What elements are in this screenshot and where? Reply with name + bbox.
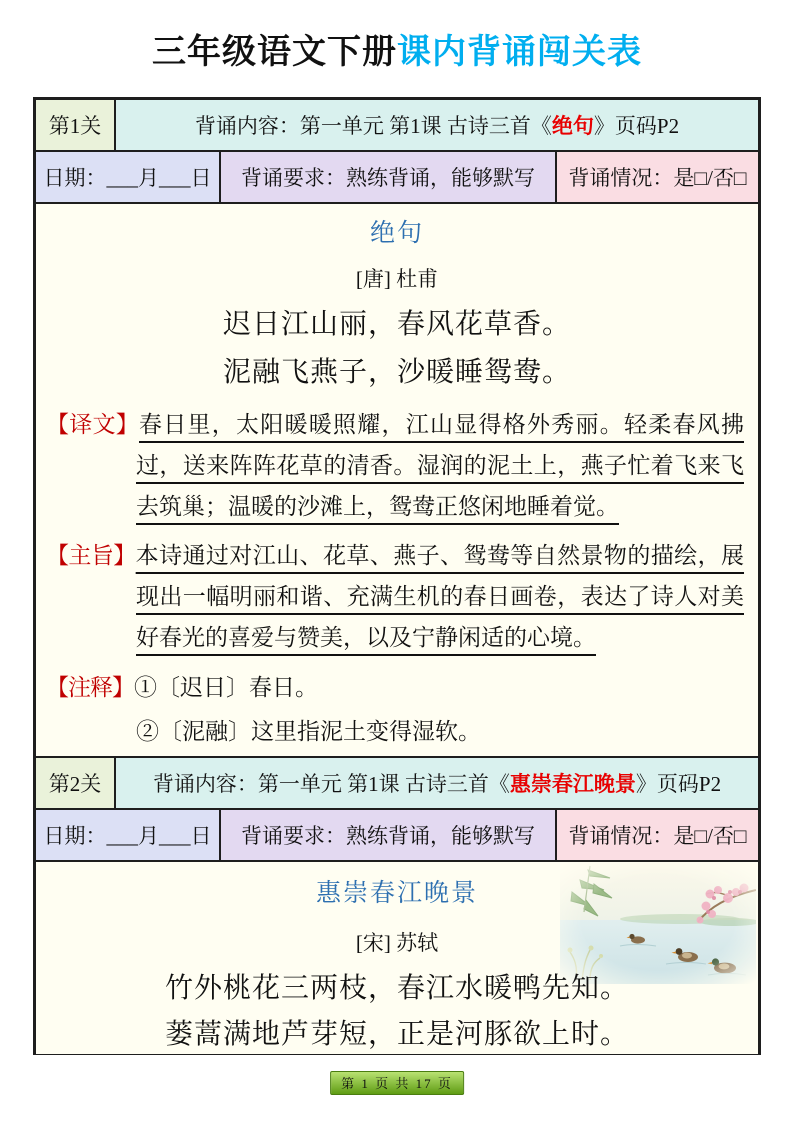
page-title-blue-part: 课内背诵闯关表 (397, 34, 642, 71)
recitation-table (33, 97, 761, 1055)
section2-content-prefix: 背诵内容：第一单元 第1课 古诗三首《 (152, 772, 510, 796)
page-title (0, 30, 794, 76)
section1-content-suffix: 》页码P2 (593, 114, 680, 138)
section1-content-poem-name: 绝句 (551, 114, 594, 138)
section1-requirement-cell: 背诵要求：熟练背诵，能够默写 (221, 152, 557, 202)
section2-meta-row (36, 810, 758, 862)
section2-poem-area (36, 862, 758, 1054)
section2-content-suffix: 》页码P2 (635, 772, 722, 796)
section1-status-cell: 背诵情况：是□/否□ (557, 152, 758, 202)
notes-label: 【注释】 (46, 675, 134, 700)
theme-text: 本诗通过对江山、花草、燕子、鸳鸯等自然景物的描绘，展现出一幅明丽和谐、充满生机的春日画卷，表达了诗人对美好春光的喜爱与赞美，以及宁静闲适的心境。 (135, 543, 745, 650)
section1-meta-row (36, 152, 758, 204)
theme-label: 【主旨】 (46, 543, 136, 568)
translation-label: 【译文】 (46, 412, 139, 437)
section1-date-cell: 日期：___月___日 (36, 152, 221, 202)
note-item-2: ②〔泥融〕这里指泥土变得湿软。 (136, 719, 481, 744)
section2-status-cell: 背诵情况：是□/否□ (557, 810, 758, 860)
section1-content-prefix: 背诵内容：第一单元 第1课 古诗三首《 (194, 114, 552, 138)
section2-requirement-cell: 背诵要求：熟练背诵，能够默写 (221, 810, 557, 860)
poem2-author: [宋] 苏轼 (355, 931, 439, 955)
section1-level-cell: 第1关 (36, 100, 116, 150)
poem1-author: [唐] 杜甫 (355, 267, 439, 291)
poem1-title: 绝句 (369, 220, 424, 247)
section2-header-row (36, 758, 758, 810)
poem1-annotations (46, 404, 744, 754)
note-item-1: ①〔迟日〕春日。 (134, 675, 318, 700)
translation-block (46, 404, 744, 527)
section2-content-poem-name: 惠崇春江晚景 (509, 772, 636, 796)
poem2-line1: 竹外桃花三两枝，春江水暖鸭先知。 (164, 973, 629, 1004)
page-title-black-part: 三年级语文下册 (152, 34, 397, 71)
section2-date-cell: 日期：___月___日 (36, 810, 221, 860)
section1-poem-area (36, 204, 758, 758)
section1-header-row (36, 100, 758, 152)
section1-content-cell (116, 100, 758, 150)
translation-text: 春日里，太阳暖暖照耀，江山显得格外秀丽。轻柔春风拂过，送来阵阵花草的清香。湿润的泥土上，燕子忙着飞来飞去筑巢；温暖的沙滩上，鸳鸯正悠闲地睡着觉。 (136, 412, 744, 519)
poem2-line2: 蒌蒿满地芦芽短，正是河豚欲上时。 (164, 1019, 629, 1050)
section2-level-cell: 第2关 (36, 758, 116, 808)
poem1-line2: 泥融飞燕子，沙暖睡鸳鸯。 (222, 357, 571, 388)
theme-block (46, 535, 744, 658)
poem2-title: 惠崇春江晚景 (315, 880, 478, 907)
notes-block (46, 666, 744, 754)
page-number-badge: 第 1 页 共 17 页 (330, 1071, 464, 1095)
section2-content-cell (116, 758, 758, 808)
poem1-line1: 迟日江山丽，春风花草香。 (222, 309, 571, 340)
